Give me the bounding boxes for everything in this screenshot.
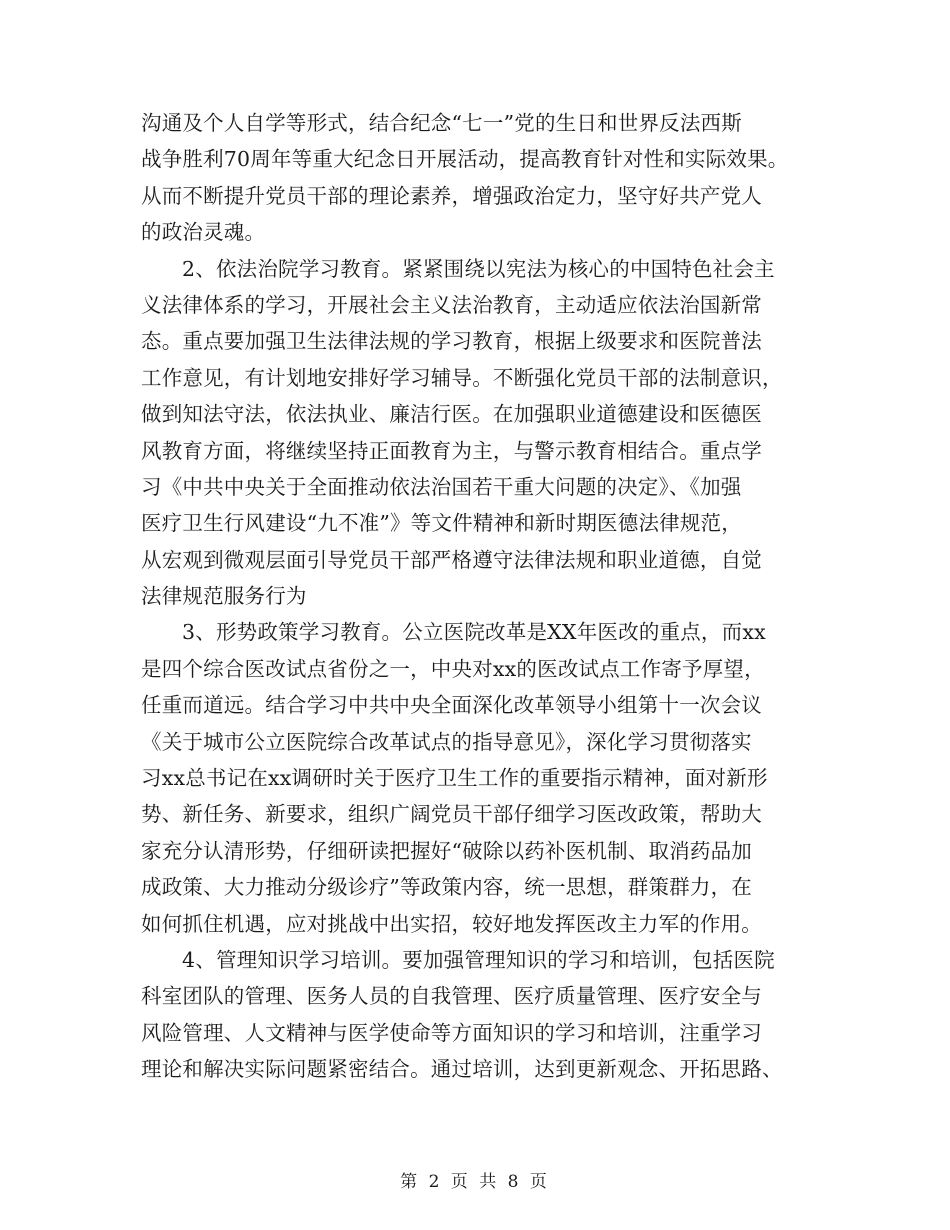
document-body [141,105,811,1088]
text-line: 义法律体系的学习，开展社会主义法治教育，主动适应依法治国新常 [141,292,762,317]
paragraph [141,105,811,251]
paragraph [141,251,811,615]
text-line: 战争胜利70周年等重大纪念日开展活动，提高教育针对性和实际效果。 [141,147,789,172]
text-line: 法律规范服务行为 [141,584,307,609]
text-line: 的政治灵魂。 [141,220,266,245]
page-number-footer: 第 2 页 共 8 页 [400,1172,550,1192]
text-line: 势、新任务、新要求，组织广阔党员干部仔细学习医改政策，帮助大 [141,802,762,827]
text-line: 3、形势政策学习教育。公立医院改革是XX年医改的重点，而xx [182,620,766,645]
text-line: 是四个综合医改试点省份之一，中央对xx的医改试点工作寄予厚望， [141,656,765,681]
text-line: 习xx总书记在xx调研时关于医疗卫生工作的重要指示精神，面对新形 [141,766,768,791]
text-line: 《关于城市公立医院综合改革试点的指导意见》，深化学习贯彻落实 [141,729,752,754]
text-line: 从而不断提升党员干部的理论素养，增强政治定力，坚守好共产党人 [141,183,762,208]
paragraph [141,942,811,1088]
text-line: 任重而道远。结合学习中共中央全面深化改革领导小组第十一次会议 [141,693,762,718]
text-line: 如何抓住机遇，应对挑战中出实招，较好地发挥医改主力军的作用。 [141,911,762,936]
text-line: 风教育方面，将继续坚持正面教育为主，与警示教育相结合。重点学 [141,438,762,463]
text-line: 理论和解决实际问题紧密结合。通过培训，达到更新观念、开拓思路、 [141,1057,783,1082]
paragraph [141,614,811,942]
text-line: 家充分认清形势，仔细研读把握好“破除以药补医机制、取消药品加 [141,838,752,863]
text-line: 做到知法守法，依法执业、廉洁行医。在加强职业道德建设和医德医 [141,402,762,427]
text-line: 成政策、大力推动分级诊疗”等政策内容，统一思想，群策群力，在 [141,875,752,900]
text-line: 沟通及个人自学等形式，结合纪念“七一”党的生日和世界反法西斯 [141,111,742,135]
text-line: 从宏观到微观层面引导党员干部严格遵守法律法规和职业道德，自觉 [141,547,762,572]
text-line: 习《中共中央关于全面推动依法治国若干重大问题的决定》、《加强 [141,474,742,499]
text-line: 4、管理知识学习培训。要加强管理知识的学习和培训，包括医院 [182,947,775,972]
text-line: 工作意见，有计划地安排好学习辅导。不断强化党员干部的法制意识， [141,365,783,390]
text-line: 态。重点要加强卫生法律法规的学习教育，根据上级要求和医院普法 [141,329,762,354]
text-line: 风险管理、人文精神与医学使命等方面知识的学习和培训，注重学习 [141,1020,762,1045]
text-line: 2、依法治院学习教育。紧紧围绕以宪法为核心的中国特色社会主 [182,256,775,281]
text-line: 医疗卫生行风建设“九不准”》等文件精神和新时期医德法律规范， [141,511,742,536]
text-line: 科室团队的管理、医务人员的自我管理、医疗质量管理、医疗安全与 [141,984,762,1009]
